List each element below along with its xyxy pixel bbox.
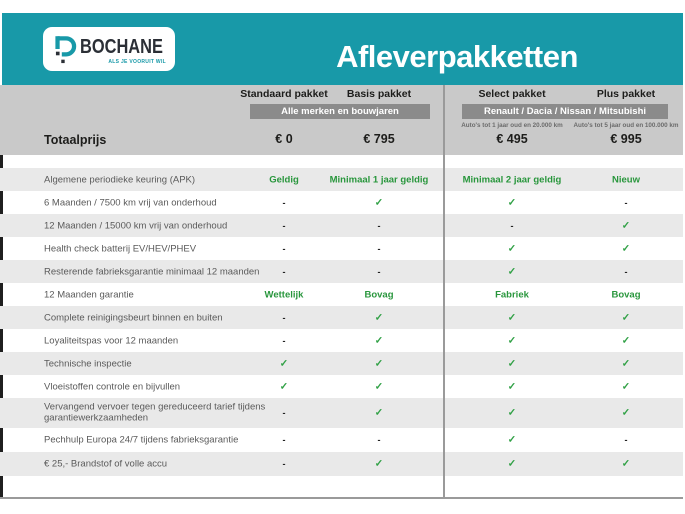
- check-icon: ✓: [374, 197, 384, 208]
- check-icon: ✓: [374, 458, 384, 470]
- group-badge-all-brands: Alle merken en bouwjaren: [250, 104, 430, 119]
- value-text: Nieuw: [612, 174, 640, 185]
- dash-mark: -: [377, 266, 381, 277]
- feature-label: Loyaliteitspas voor 12 maanden: [44, 334, 179, 346]
- check-icon: ✓: [507, 381, 517, 392]
- check-icon: ✓: [621, 458, 631, 470]
- price-standaard: € 0: [275, 132, 293, 146]
- page-title: Afleverpakketten: [336, 39, 578, 74]
- group-badge-renault-group: Renault / Dacia / Nissan / Mitsubishi: [462, 104, 668, 119]
- feature-label: 12 Maanden / 15000 km vrij van onderhoud: [44, 219, 228, 231]
- check-icon: ✓: [621, 312, 631, 323]
- dash-mark: -: [282, 243, 286, 254]
- dash-mark: -: [282, 459, 286, 469]
- brand-name: BOCHANE: [80, 36, 163, 58]
- spacer-row: [0, 476, 683, 497]
- table-row: [0, 329, 683, 352]
- check-icon: ✓: [507, 458, 517, 470]
- price-select: € 495: [496, 132, 528, 146]
- check-icon: ✓: [621, 381, 631, 392]
- dash-mark: -: [282, 197, 286, 208]
- feature-label: Algemene periodieke keuring (APK): [44, 173, 196, 185]
- column-header-basis: Basis pakket: [346, 88, 412, 100]
- table-row: [0, 398, 683, 428]
- column-header-standaard: Standaard pakket: [240, 88, 328, 100]
- check-icon: ✓: [507, 358, 517, 369]
- feature-label: Vervangend vervoer tegen gereduceerd tarief tijdens garantiewerkzaamheden: [44, 401, 266, 424]
- value-text: Minimaal 2 jaar geldig: [462, 174, 562, 185]
- spacer-row: [0, 155, 683, 168]
- feature-label: Pechhulp Europa 24/7 tijdens fabrieksgarantie: [44, 434, 239, 446]
- table-row: [0, 428, 683, 452]
- value-text: Wettelijk: [264, 289, 304, 300]
- table-row: [0, 214, 683, 237]
- feature-label: Complete reinigingsbeurt binnen en buiten: [44, 311, 223, 323]
- table-row: [0, 191, 683, 214]
- feature-label: € 25,- Brandstof of volle accu: [44, 458, 168, 470]
- check-icon: ✓: [621, 358, 631, 369]
- table-row: [0, 237, 683, 260]
- dash-mark: -: [282, 435, 286, 445]
- table-row: [0, 260, 683, 283]
- check-icon: ✓: [374, 381, 384, 392]
- value-text: Bovag: [611, 289, 641, 300]
- feature-label: Vloeistoffen controle en bijvullen: [44, 380, 181, 392]
- feature-rows: [0, 155, 683, 497]
- column-header-select: Select pakket: [478, 88, 546, 100]
- brand-tagline: ALS JE VOORUIT WIL: [108, 59, 166, 65]
- check-icon: ✓: [374, 312, 384, 323]
- table-row: [0, 306, 683, 329]
- check-icon: ✓: [507, 335, 517, 346]
- check-icon: ✓: [374, 335, 384, 346]
- table-bottom-border: [0, 497, 683, 499]
- group-divider-line: [443, 85, 445, 499]
- dash-mark: -: [377, 243, 381, 254]
- table-row: [0, 352, 683, 375]
- feature-label: 12 Maanden garantie: [44, 288, 134, 300]
- check-icon: ✓: [507, 407, 517, 419]
- check-icon: ✓: [621, 407, 631, 419]
- dash-mark: -: [282, 335, 286, 346]
- table-row: [0, 375, 683, 398]
- check-icon: ✓: [279, 358, 289, 369]
- price-plus: € 995: [610, 132, 642, 146]
- check-icon: ✓: [374, 358, 384, 369]
- check-icon: ✓: [279, 381, 289, 392]
- dash-mark: -: [377, 435, 381, 445]
- dash-mark: -: [624, 266, 628, 277]
- value-text: Bovag: [364, 289, 394, 300]
- brand-logo: [43, 27, 175, 71]
- table-row: [0, 168, 683, 191]
- check-icon: ✓: [507, 266, 517, 277]
- check-icon: ✓: [621, 335, 631, 346]
- feature-label: 6 Maanden / 7500 km vrij van onderhoud: [44, 196, 217, 208]
- feature-label: Resterende fabrieksgarantie minimaal 12 maanden: [44, 265, 260, 277]
- column-note-select: Auto's tot 1 jaar oud en 20.000 km: [461, 122, 563, 129]
- feature-label: Health check batterij EV/HEV/PHEV: [44, 242, 197, 254]
- total-price-label: Totaalprijs: [44, 133, 107, 147]
- table-row: [0, 283, 683, 306]
- feature-label: Technische inspectie: [44, 357, 132, 369]
- dash-mark: -: [510, 220, 514, 231]
- check-icon: ✓: [507, 312, 517, 323]
- dash-mark: -: [624, 435, 628, 445]
- dash-mark: -: [282, 408, 286, 418]
- value-text: Fabriek: [495, 289, 529, 300]
- dash-mark: -: [282, 220, 286, 231]
- check-icon: ✓: [507, 197, 517, 208]
- column-note-plus: Auto's tot 5 jaar oud en 100.000 km: [573, 122, 679, 129]
- check-icon: ✓: [621, 220, 631, 231]
- check-icon: ✓: [374, 407, 384, 419]
- value-text: Minimaal 1 jaar geldig: [329, 174, 429, 185]
- dash-mark: -: [282, 312, 286, 323]
- table-row: [0, 452, 683, 476]
- dash-mark: -: [624, 197, 628, 208]
- dash-mark: -: [377, 220, 381, 231]
- value-text: Geldig: [269, 174, 299, 185]
- column-header-plus: Plus pakket: [596, 88, 656, 100]
- check-icon: ✓: [621, 243, 631, 254]
- check-icon: ✓: [507, 434, 517, 446]
- header-bar: [2, 13, 683, 85]
- dash-mark: -: [282, 266, 286, 277]
- price-basis: € 795: [363, 132, 395, 146]
- check-icon: ✓: [507, 243, 517, 254]
